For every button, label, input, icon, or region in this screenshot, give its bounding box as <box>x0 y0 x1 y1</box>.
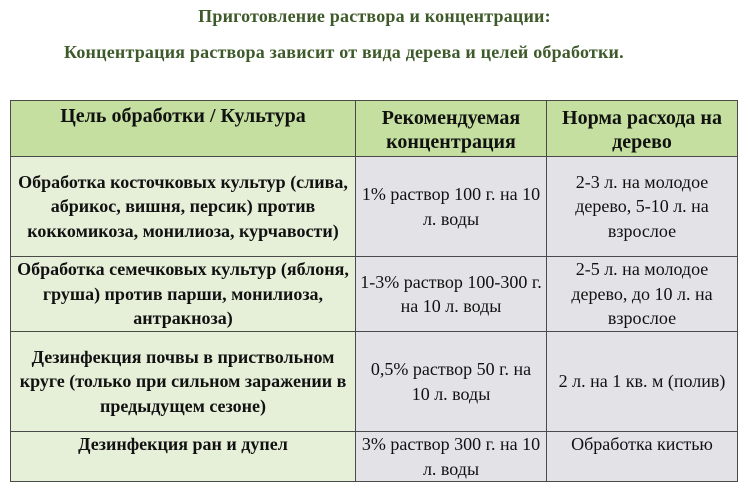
table-row <box>11 257 738 332</box>
table-row <box>11 432 738 482</box>
header-purpose: Цель обработки / Культура <box>11 101 356 157</box>
table-row <box>11 157 738 257</box>
row-rate: 2-5 л. на молодое дерево, до 10 л. на взрослое <box>547 257 738 332</box>
page-subtitle: Концентрация раствора зависит от вида дерева и целей обработки. <box>64 42 624 62</box>
table-row <box>11 332 738 432</box>
row-concentration: 1-3% раствор 100-300 г. на 10 л. воды <box>356 257 547 332</box>
row-purpose: Обработка косточковых культур (слива, абрикос, вишня, персик) против коккомикоза, монилиоза, курчавости) <box>11 157 356 257</box>
row-concentration: 0,5% раствор 50 г. на 10 л. воды <box>356 332 547 432</box>
row-concentration: 1% раствор 100 г. на 10 л. воды <box>356 157 547 257</box>
header-concentration: Рекомендуемая концентрация <box>356 101 547 157</box>
row-rate: 2 л. на 1 кв. м (полив) <box>547 332 738 432</box>
row-concentration: 3% раствор 300 г. на 10 л. воды <box>356 432 547 482</box>
header-rate: Норма расхода на дерево <box>547 101 738 157</box>
row-rate: Обработка кистью <box>547 432 738 482</box>
table-header-row <box>11 101 738 157</box>
row-purpose: Дезинфекция почвы в приствольном круге (только при сильном заражении в предыдущем сезоне) <box>11 332 356 432</box>
row-rate: 2-3 л. на молодое дерево, 5-10 л. на взрослое <box>547 157 738 257</box>
page-title: Приготовление раствора и концентрации: <box>198 6 551 26</box>
row-purpose: Обработка семечковых культур (яблоня, груша) против парши, монилиоза, антракноза) <box>11 257 356 332</box>
row-purpose: Дезинфекция ран и дупел <box>11 432 356 482</box>
treatment-table <box>10 100 738 482</box>
